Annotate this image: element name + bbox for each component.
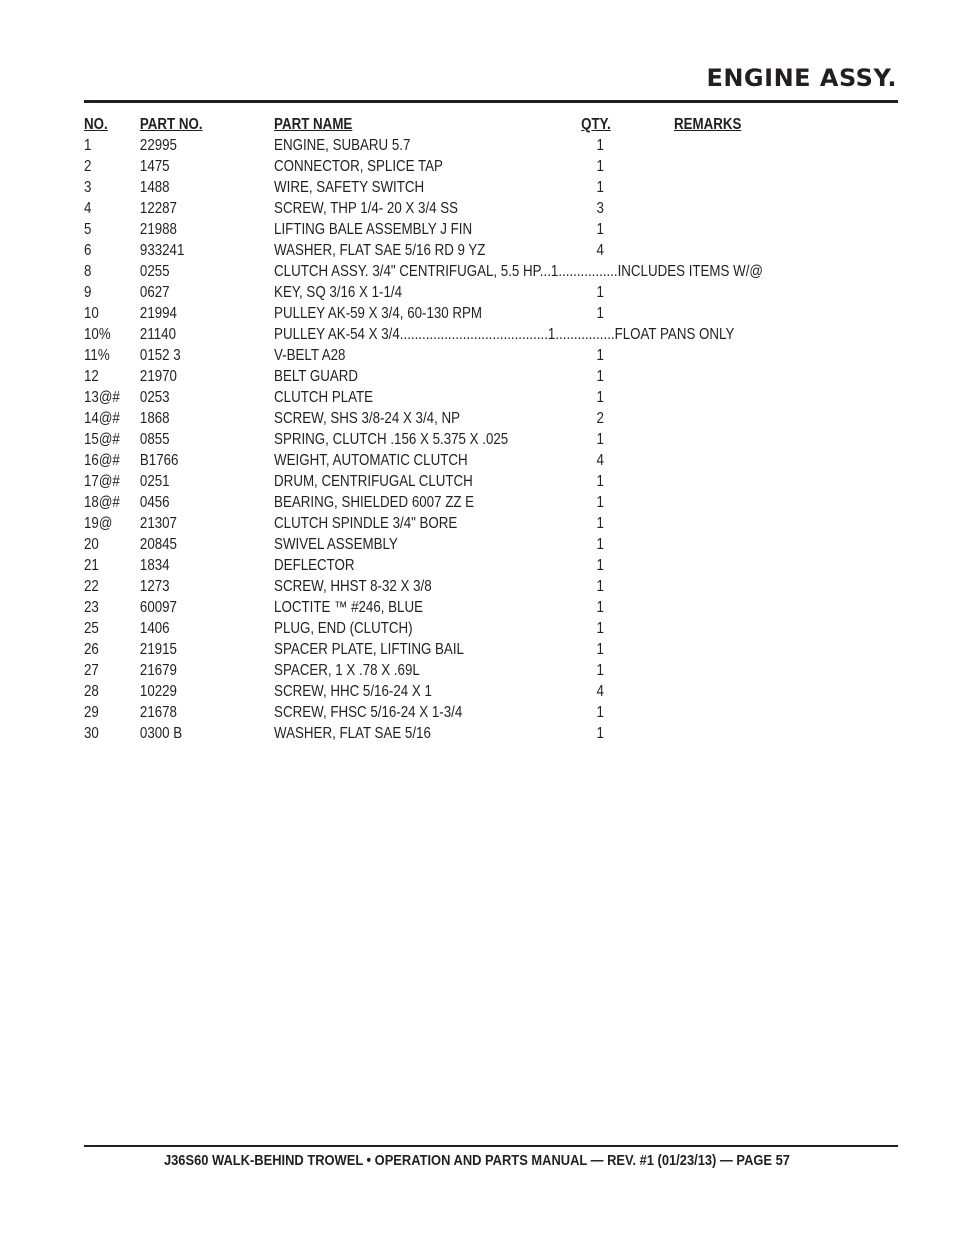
table-row <box>84 429 763 450</box>
part-number-index: 9 <box>84 284 92 301</box>
table-row <box>84 555 763 576</box>
part-number: 1406 <box>139 620 170 637</box>
part-number: 1475 <box>139 158 170 175</box>
part-number-index: 27 <box>84 662 99 679</box>
part-qty: 1 <box>596 179 604 196</box>
table-row <box>84 408 763 429</box>
table-row <box>84 702 763 723</box>
part-name: CLUTCH SPINDLE 3/4" BORE <box>274 515 458 532</box>
part-name: LIFTING BALE ASSEMBLY J FIN <box>274 221 473 238</box>
part-name: CLUTCH PLATE <box>274 389 374 406</box>
part-number: 1273 <box>139 578 170 595</box>
part-name: LOCTITE ™ #246, BLUE <box>274 599 423 616</box>
part-name: DRUM, CENTRIFUGAL CLUTCH <box>274 473 473 490</box>
col-header-no: NO. <box>84 116 108 133</box>
part-number: 21988 <box>139 221 177 238</box>
part-number-index: 26 <box>84 641 99 658</box>
part-number: 0255 <box>139 263 170 280</box>
table-row <box>84 576 763 597</box>
table-row <box>84 471 763 492</box>
table-row <box>84 219 763 240</box>
part-number: 933241 <box>139 242 185 259</box>
part-qty: 1 <box>596 515 604 532</box>
part-number: 20845 <box>139 536 177 553</box>
part-qty: 1 <box>596 620 604 637</box>
part-qty: 1 <box>596 368 604 385</box>
part-number-index: 19@ <box>84 515 113 532</box>
table-row <box>84 261 763 282</box>
part-qty: 1 <box>596 221 604 238</box>
part-qty: 1 <box>596 158 604 175</box>
table-row <box>84 198 763 219</box>
footer-text: J36S60 WALK-BEHIND TROWEL • OPERATION AND PARTS MANUAL — REV. #1 (01/23/13) — PAGE 57 <box>164 1152 790 1169</box>
part-number: B1766 <box>139 452 179 469</box>
part-number-index: 29 <box>84 704 99 721</box>
part-number: 1488 <box>139 179 170 196</box>
table-row <box>84 597 763 618</box>
part-qty: 4 <box>596 683 604 700</box>
table-row <box>84 681 763 702</box>
col-header-remarks: REMARKS <box>673 116 742 133</box>
part-qty: 4 <box>596 452 604 469</box>
page-footer <box>0 1152 954 1169</box>
part-number: 22995 <box>139 137 177 154</box>
table-row <box>84 387 763 408</box>
table-row <box>84 282 763 303</box>
part-number: 0253 <box>139 389 170 406</box>
part-name: SCREW, THP 1/4- 20 X 3/4 SS <box>274 200 459 217</box>
part-name: CLUTCH ASSY. 3/4" CENTRIFUGAL, 5.5 HP...1................INCLUDES ITEMS W/@ <box>274 263 763 280</box>
part-qty: 1 <box>596 494 604 511</box>
footer-divider <box>84 1145 898 1147</box>
part-number: 0300 B <box>139 725 183 742</box>
part-qty: 1 <box>596 557 604 574</box>
part-name: CONNECTOR, SPLICE TAP <box>274 158 443 175</box>
part-number-index: 5 <box>84 221 92 238</box>
table-row <box>84 618 763 639</box>
part-qty: 1 <box>596 431 604 448</box>
part-number: 0855 <box>139 431 170 448</box>
table-row <box>84 303 763 324</box>
part-name: WASHER, FLAT SAE 5/16 RD 9 YZ <box>274 242 486 259</box>
part-number: 21679 <box>139 662 177 679</box>
table-row <box>84 450 763 471</box>
part-qty: 1 <box>596 641 604 658</box>
part-number-index: 13@# <box>84 389 120 406</box>
part-qty: 1 <box>596 578 604 595</box>
part-name: SPACER PLATE, LIFTING BAIL <box>274 641 464 658</box>
part-name: PULLEY AK-59 X 3/4, 60-130 RPM <box>274 305 483 322</box>
part-number: 21678 <box>139 704 177 721</box>
part-number-index: 10 <box>84 305 99 322</box>
part-number-index: 20 <box>84 536 99 553</box>
part-number-index: 22 <box>84 578 99 595</box>
table-row <box>84 492 763 513</box>
part-number-index: 28 <box>84 683 99 700</box>
part-qty: 2 <box>596 410 604 427</box>
part-name: SWIVEL ASSEMBLY <box>274 536 398 553</box>
part-number: 0456 <box>139 494 170 511</box>
part-qty: 3 <box>596 200 604 217</box>
table-row <box>84 135 763 156</box>
part-name: PULLEY AK-54 X 3/4........................................1................FLOAT PANS ONLY <box>274 326 735 343</box>
part-name: BELT GUARD <box>274 368 359 385</box>
part-number: 0152 3 <box>139 347 181 364</box>
part-number: 0251 <box>139 473 170 490</box>
part-name: SCREW, HHST 8-32 X 3/8 <box>274 578 432 595</box>
table-row <box>84 723 763 744</box>
part-number: 21994 <box>139 305 177 322</box>
part-number-index: 16@# <box>84 452 120 469</box>
part-name: SCREW, SHS 3/8-24 X 3/4, NP <box>274 410 461 427</box>
table-body <box>84 135 763 744</box>
part-number-index: 21 <box>84 557 99 574</box>
table-header <box>84 114 763 135</box>
part-name: BEARING, SHIELDED 6007 ZZ E <box>274 494 475 511</box>
part-number-index: 18@# <box>84 494 120 511</box>
part-number-index: 25 <box>84 620 99 637</box>
part-name: SCREW, FHSC 5/16-24 X 1-3/4 <box>274 704 463 721</box>
part-number: 0627 <box>139 284 170 301</box>
table-row <box>84 240 763 261</box>
table-row <box>84 534 763 555</box>
part-qty: 1 <box>596 704 604 721</box>
part-number-index: 8 <box>84 263 92 280</box>
part-number: 21140 <box>139 326 176 343</box>
part-number: 12287 <box>139 200 177 217</box>
part-number: 10229 <box>139 683 177 700</box>
part-number-index: 10% <box>84 326 111 343</box>
table-row <box>84 156 763 177</box>
part-number: 1868 <box>139 410 170 427</box>
page-title: ENGINE ASSY. <box>706 64 897 92</box>
part-number: 21915 <box>139 641 177 658</box>
part-name: WASHER, FLAT SAE 5/16 <box>274 725 431 742</box>
part-qty: 1 <box>596 725 604 742</box>
part-number-index: 12 <box>84 368 99 385</box>
part-name: V-BELT A28 <box>274 347 346 364</box>
table-row <box>84 324 763 345</box>
part-number: 1834 <box>139 557 170 574</box>
table-row <box>84 366 763 387</box>
part-name: WEIGHT, AUTOMATIC CLUTCH <box>274 452 468 469</box>
part-number-index: 17@# <box>84 473 120 490</box>
part-name: PLUG, END (CLUTCH) <box>274 620 413 637</box>
part-number-index: 2 <box>84 158 92 175</box>
part-qty: 1 <box>596 347 604 364</box>
part-number-index: 30 <box>84 725 99 742</box>
table-row <box>84 660 763 681</box>
part-number: 60097 <box>139 599 177 616</box>
part-name: DEFLECTOR <box>274 557 355 574</box>
part-number-index: 11% <box>84 347 110 364</box>
part-number: 21307 <box>139 515 177 532</box>
part-qty: 1 <box>596 536 604 553</box>
part-name: KEY, SQ 3/16 X 1-1/4 <box>274 284 403 301</box>
part-qty: 4 <box>596 242 604 259</box>
part-number-index: 3 <box>84 179 92 196</box>
table-row <box>84 177 763 198</box>
col-header-qty: QTY. <box>581 116 611 133</box>
part-qty: 1 <box>596 599 604 616</box>
part-qty: 1 <box>596 662 604 679</box>
table-row <box>84 639 763 660</box>
part-number-index: 6 <box>84 242 92 259</box>
col-header-part-name: PART NAME <box>274 116 353 133</box>
part-name: WIRE, SAFETY SWITCH <box>274 179 425 196</box>
col-header-part-no: PART NO. <box>139 116 203 133</box>
table-row <box>84 513 763 534</box>
part-qty: 1 <box>596 284 604 301</box>
part-number-index: 4 <box>84 200 92 217</box>
part-qty: 1 <box>596 305 604 322</box>
part-name: SPRING, CLUTCH .156 X 5.375 X .025 <box>274 431 509 448</box>
header-divider <box>84 100 898 103</box>
part-qty: 1 <box>596 473 604 490</box>
part-qty: 1 <box>596 389 604 406</box>
parts-table <box>84 114 763 744</box>
part-number-index: 1 <box>84 137 92 154</box>
part-number-index: 14@# <box>84 410 120 427</box>
part-name: ENGINE, SUBARU 5.7 <box>274 137 411 154</box>
part-name: SCREW, HHC 5/16-24 X 1 <box>274 683 432 700</box>
part-number: 21970 <box>139 368 177 385</box>
part-name: SPACER, 1 X .78 X .69L <box>274 662 420 679</box>
part-number-index: 15@# <box>84 431 120 448</box>
part-qty: 1 <box>596 137 604 154</box>
part-number-index: 23 <box>84 599 99 616</box>
table-row <box>84 345 763 366</box>
